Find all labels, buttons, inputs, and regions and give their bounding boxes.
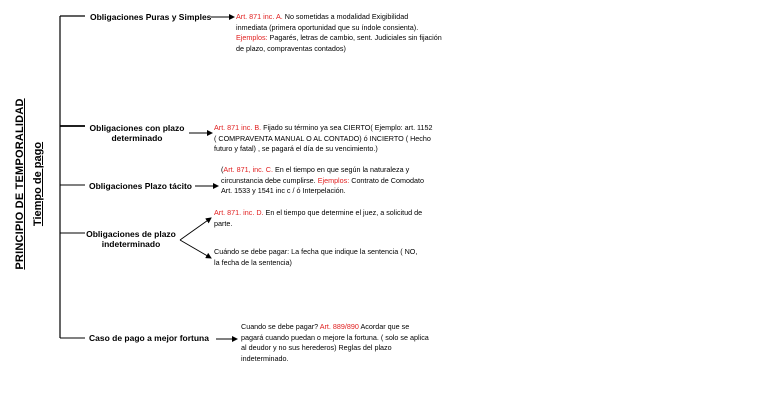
description-line — [214, 258, 417, 269]
description-plazo-determinado — [214, 123, 433, 155]
branch-label-plazo-tacito: Obligaciones Plazo tácito — [89, 181, 192, 191]
subtitle: Tiempo de pago — [32, 141, 44, 227]
description-text: Contrato de Comodato — [349, 175, 424, 185]
description-line — [214, 134, 433, 145]
description-line — [221, 165, 424, 176]
description-text: circunstancia debe cumplirse. — [221, 175, 318, 185]
description-plazo-tacito — [221, 165, 424, 197]
main-title: PRINCIPIO DE TEMPORALIDAD — [14, 98, 26, 270]
branch-label-plazo-determinado: Obligaciones con plazo determinado — [89, 123, 185, 143]
description-text: En el tiempo que determine el juez, a solicitud de — [263, 208, 423, 217]
article-reference: Ejemplos: — [317, 175, 350, 185]
description-plazo-indeterminado-articulo — [214, 208, 422, 229]
branch-label-puras: Obligaciones Puras y Simples — [90, 12, 212, 22]
description-text: ( — [221, 165, 224, 174]
description-text: futuro y fatal) , se pagará el día de su vencimiento.) — [214, 144, 378, 154]
description-line — [241, 354, 429, 365]
description-text: indeterminado. — [241, 353, 289, 363]
description-text: parte. — [214, 218, 233, 228]
description-line — [221, 186, 424, 197]
article-reference: Art. 871 inc. B. — [214, 123, 262, 132]
description-text: En el tiempo en que según la naturaleza y — [272, 165, 410, 174]
description-text: Cuando se debe pagar? — [241, 322, 320, 331]
article-reference: Art. 871, inc. C. — [223, 165, 273, 174]
description-mejor-fortuna — [241, 322, 429, 364]
article-reference: Ejemplos: — [236, 33, 268, 43]
description-line — [241, 343, 429, 354]
article-reference: Art. 871. inc. D. — [214, 208, 264, 217]
description-puras — [236, 12, 442, 54]
description-text: Art. 1533 y 1541 inc c / ó Interpelación. — [221, 186, 346, 196]
description-text: Acordar que se — [358, 322, 410, 331]
arrow-4a — [180, 218, 211, 240]
description-text: inmediata (primera oportunidad que su índole consienta). — [236, 22, 419, 32]
description-line — [236, 12, 442, 23]
description-text: Cuándo se debe pagar: La fecha que indique la sentencia ( NO, — [214, 247, 418, 256]
article-reference: Art. 871 inc. A. — [236, 12, 283, 21]
description-text: Pagarés, letras de cambio, sent. Judiciales sin fijación — [267, 33, 442, 43]
description-line — [241, 322, 429, 333]
description-line — [241, 333, 429, 344]
description-line — [236, 23, 442, 34]
description-line — [236, 44, 442, 55]
description-line — [214, 144, 433, 155]
description-line — [214, 208, 422, 219]
description-text: ( COMPRAVENTA MANUAL O AL CONTADO) ó INCIERTO ( Hecho — [214, 133, 431, 143]
description-plazo-indeterminado-cuando — [214, 247, 417, 268]
description-line — [236, 33, 442, 44]
description-text: No sometidas a modalidad Exigibilidad — [282, 12, 409, 21]
description-text: Fijado su término ya sea CIERTO( Ejemplo: art. 1152 — [261, 123, 433, 132]
description-text: al deudor y no sus herederos) Reglas del plazo — [241, 343, 392, 353]
branch-label-plazo-indeterminado: Obligaciones de plazo indeterminado — [86, 229, 176, 249]
description-line — [214, 219, 422, 230]
arrow-4b — [180, 240, 211, 258]
description-line — [221, 176, 424, 187]
description-line — [214, 123, 433, 134]
description-text: pagará cuando puedan o mejore la fortuna. ( solo se aplica — [241, 332, 429, 342]
description-text: de plazo, compraventas contados) — [236, 43, 346, 53]
branch-label-mejor-fortuna: Caso de pago a mejor fortuna — [89, 333, 209, 343]
article-reference: Art. 889/890 — [319, 322, 359, 331]
description-line — [214, 247, 417, 258]
description-text: la fecha de la sentencia) — [214, 257, 292, 267]
